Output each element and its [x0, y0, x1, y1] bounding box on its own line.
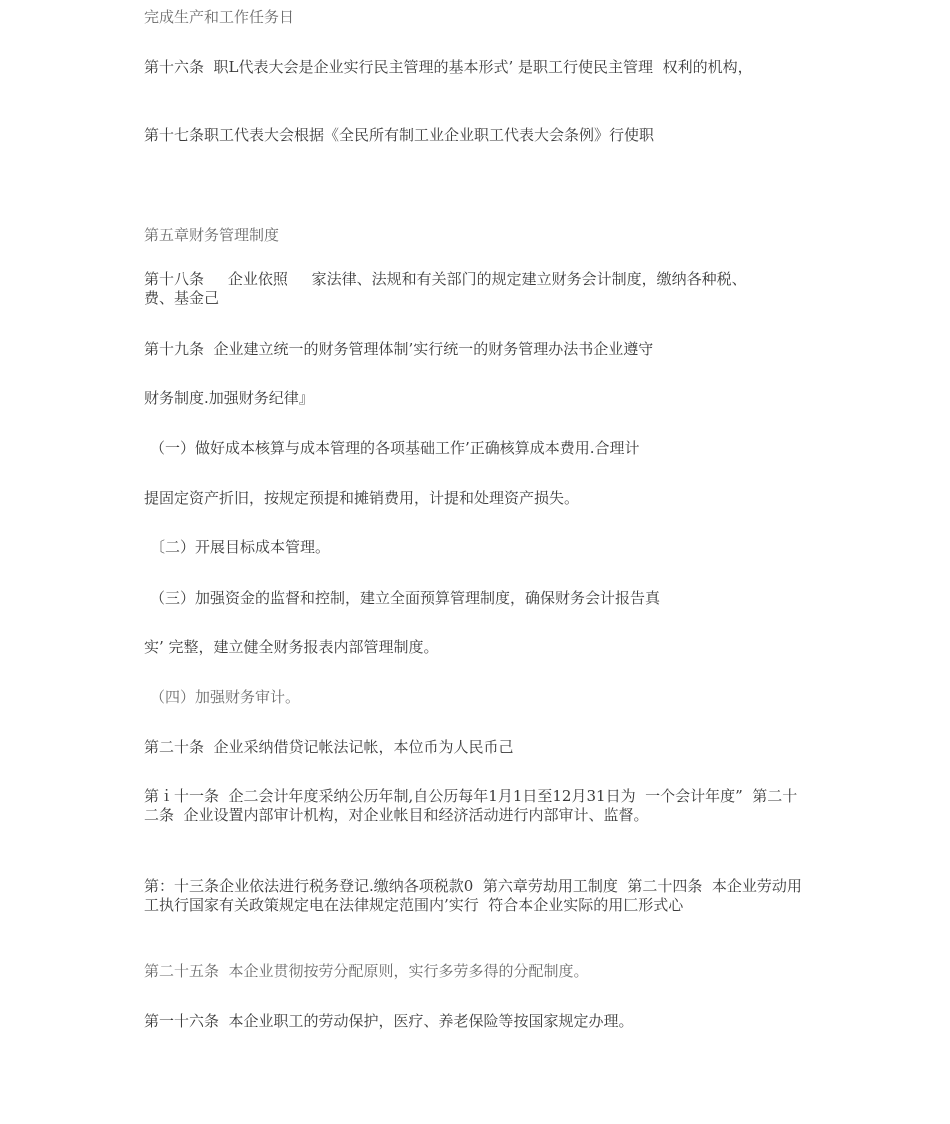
list-item-3-cont: 实’ 完整，建立健全财务报表内部管理制度。 [144, 638, 439, 656]
paragraph-article-25: 第二十五条 本企业贯彻按劳分配原则，实行多劳多得的分配制度。 [144, 962, 589, 980]
list-item-1: （一）做好成本核算与成本管理的各项基础工作’正确核算成本费用.合理计 [150, 439, 640, 457]
list-item-3: （三）加强资金的监督和控制，建立全面预算管理制度，确保财务会计报告真 [150, 589, 661, 607]
paragraph-article-26: 第一十六条 本企业职工的劳动保护，医疗、养老保险等按国家规定办理。 [144, 1012, 634, 1030]
paragraph-article-21-22: 第ｉ十一条 企二会计年度采纳公历年制,自公历每年1月1日至12月31日为 一个会计年度” 第二十二条 企业设置内部审计机构，对企业帐目和经济活动进行内部审计、监督。 [144, 787, 798, 824]
list-item-4: （四）加强财务审计。 [150, 688, 301, 706]
list-item-2: 〔二）开展目标成本管理。 [150, 538, 331, 556]
chapter-heading-finance: 第五章财务管理制度 [144, 226, 280, 244]
paragraph-article-23-24: 第：十三条企业依法进行税务登记.缴纳各项税款0 第六章劳劫用工制度 第二十四条 本企业劳动用工执行国家有关政策规定电在法律规定范围内’实行 符合本企业实际的用匚形式心 [144, 877, 802, 914]
paragraph-article-17: 第十七条职工代表大会根据《全民所有制工业企业职工代表大会条例》行使职 [144, 126, 655, 144]
paragraph-task-completion: 完成生产和工作任务日 [144, 8, 295, 26]
paragraph-article-16: 第十六条 职L代表大会是企业实行民主管理的基本形式’ 是职工行使民主管理 权利的机构， [144, 58, 753, 76]
paragraph-article-19-cont: 财务制度.加强财务纪律』 [144, 389, 314, 407]
list-item-1-cont: 提固定资产折旧，按规定预提和摊销费用，计提和处理资产损失。 [144, 489, 580, 507]
paragraph-article-18: 第十八条 企业依照 家法律、法规和有关部门的规定建立财务会计制度，缴纳各种税、费、基金己 [144, 270, 747, 307]
paragraph-article-20: 第二十条 企业采纳借贷记帐法记帐，本位币为人民币己 [144, 738, 514, 756]
paragraph-article-19: 第十九条 企业建立统一的财务管理体制’实行统一的财务管理办法书企业遵守 [144, 340, 654, 358]
